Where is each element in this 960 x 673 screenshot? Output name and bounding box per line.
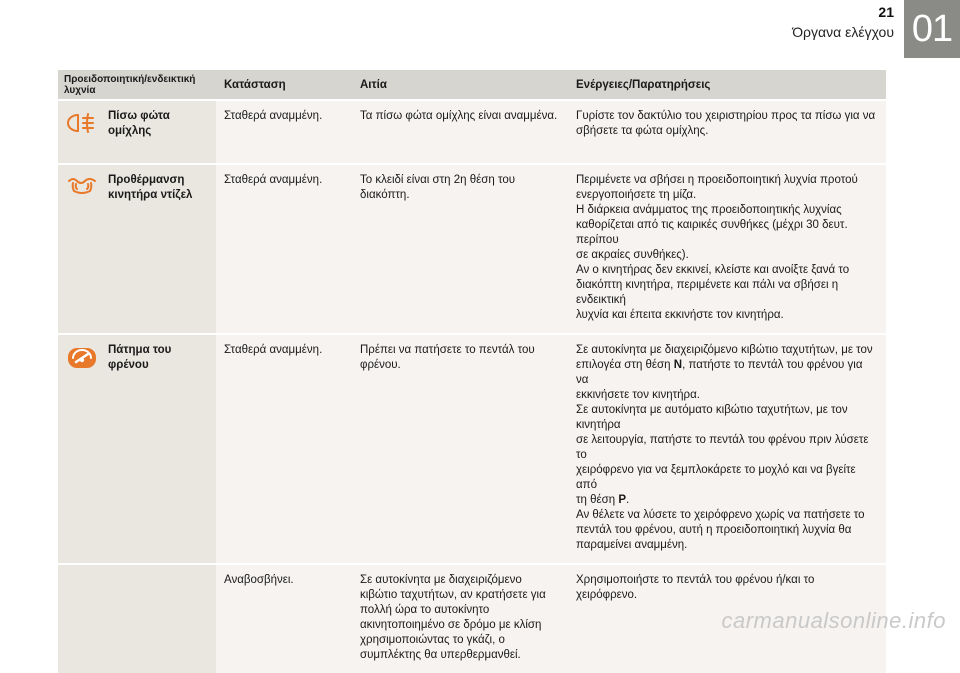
action-line: επιλογέα στη θέση N, πατήστε το πεντάλ του φρένου για να [576,359,863,386]
lamp-name: Πάτημα του φρένου [106,333,216,563]
column-header-lamp: Προειδοποιητική/ενδεικτική λυχνία [58,70,216,99]
table-row [58,163,886,333]
action-line: εκκινήσετε τον κινητήρα. [576,389,700,401]
action-line: τη θέση P. [576,494,630,506]
lamp-actions [568,163,886,333]
page-number: 21 [878,4,894,20]
action-line: σβήσετε τα φώτα ομίχλης. [576,125,709,137]
lamp-cause: Τα πίσω φώτα ομίχλης είναι αναμμένα. [352,99,568,163]
action-line: Αν θέλετε να λύσετε το χειρόφρενο χωρίς να πατήσετε το [576,509,865,521]
lamp-state: Σταθερά αναμμένη. [216,163,352,333]
diesel-preheating-icon [62,175,102,197]
icon-cell [58,563,106,673]
action-line: ενεργοποιήσετε τη μίζα. [576,189,697,201]
warning-lamps-table [58,70,886,673]
lamp-cause: Το κλειδί είναι στη 2η θέση του διακόπτη. [352,163,568,333]
chapter-tab: 01 [904,0,960,58]
action-line: λυχνία και έπειτα εκκινήστε τον κινητήρα. [576,309,784,321]
lamp-actions [568,99,886,163]
action-line: πεντάλ του φρένου, αυτή η προειδοποιητική λυχνία θα [576,524,852,536]
icon-cell [58,163,106,333]
lamp-cause: Σε αυτοκίνητα με διαχειριζόμενο κιβώτιο ταχυτήτων, αν κρατήσετε για πολλή ώρα το αυτοκίνητο ακινητοποιημένο σε δρόμο με κλίση χρησιμοποιώντας το γκάζι, ο συμπλέκτης θα υπερθερμανθεί. [352,563,568,673]
lamp-state: Σταθερά αναμμένη. [216,99,352,163]
icon-cell [58,99,106,163]
action-line: χειρόφρενο για να ξεμπλοκάρετε το μοχλό και να βγείτε από [576,464,856,491]
action-line: Χρησιμοποιήστε το πεντάλ του φρένου ή/και το χειρόφρενο. [576,574,815,601]
action-line: καθορίζεται από τις καιρικές συνθήκες (μέχρι 30 δευτ. περίπου [576,219,848,246]
lamp-name [106,563,216,673]
lamp-actions [568,333,886,563]
action-line: Σε αυτοκίνητα με διαχειριζόμενο κιβώτιο ταχυτήτων, με τον [576,344,873,356]
column-header-state: Κατάσταση [216,70,352,99]
action-line: διακόπτη κινητήρα, περιμένετε και πάλι να σβήσει η ενδεικτική [576,279,839,306]
action-line: Η διάρκεια ανάμματος της προειδοποιητικής λυχνίας [576,204,842,216]
table-header-row [58,70,886,99]
section-title: Όργανα ελέγχου [792,24,894,40]
lamp-name: Προθέρμανση κινητήρα ντίζελ [106,163,216,333]
lamp-state: Αναβοσβήνει. [216,563,352,673]
column-header-cause: Αιτία [352,70,568,99]
table-row [58,333,886,563]
brake-pedal-icon [62,345,102,371]
action-line: σε ακραίες συνθήκες). [576,249,689,261]
action-line: Γυρίστε τον δακτύλιο του χειριστηρίου προς τα πίσω για να [576,110,876,122]
rear-fog-lamp-icon [62,111,102,135]
table-row [58,99,886,163]
action-line: Αν ο κινητήρας δεν εκκινεί, κλείστε και ανοίξτε ξανά το [576,264,850,276]
action-line: Σε αυτοκίνητα με αυτόματο κιβώτιο ταχυτήτων, με τον κινητήρα [576,404,848,431]
lamp-cause: Πρέπει να πατήσετε το πεντάλ του φρένου. [352,333,568,563]
watermark: carmanualsonline.info [721,608,946,633]
lamp-state: Σταθερά αναμμένη. [216,333,352,563]
action-line: παραμείνει αναμμένη. [576,539,688,551]
column-header-actions: Ενέργειες/Παρατηρήσεις [568,70,886,99]
action-line: Περιμένετε να σβήσει η προειδοποιητική λυχνία προτού [576,174,858,186]
action-line: σε λειτουργία, πατήστε το πεντάλ του φρένου πριν λύσετε το [576,434,869,461]
icon-cell [58,333,106,563]
lamp-name: Πίσω φώτα ομίχλης [106,99,216,163]
